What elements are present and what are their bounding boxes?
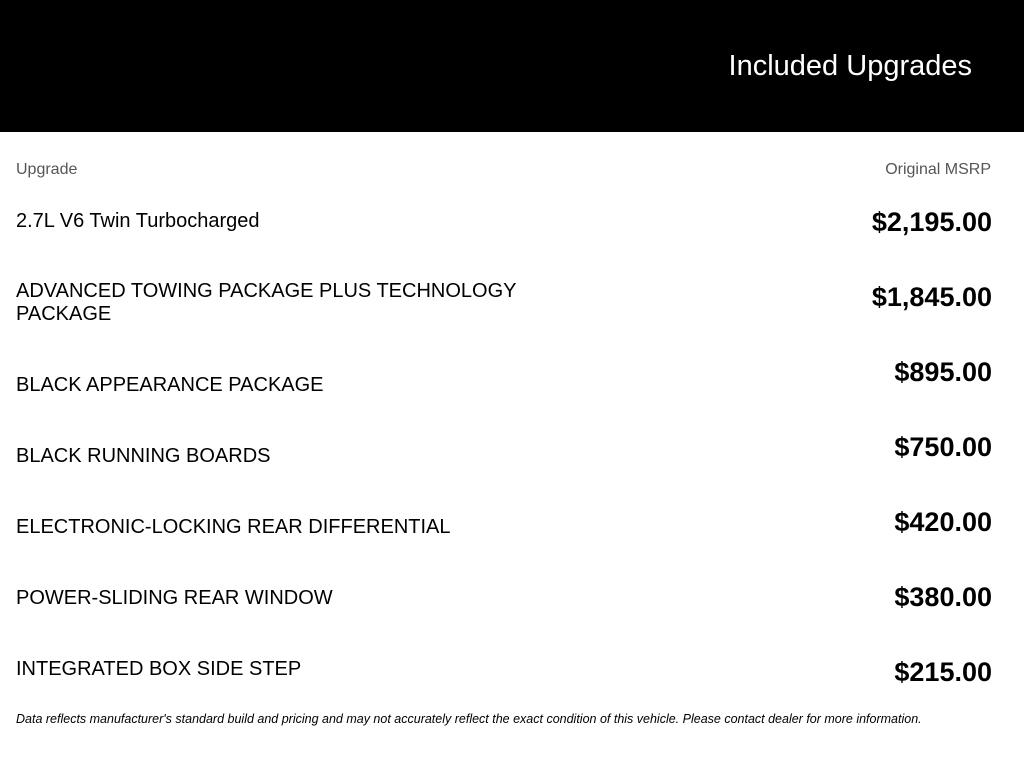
upgrade-price: $750.00 [894,432,992,462]
upgrade-price: $380.00 [894,582,992,612]
header-bar [0,0,1024,132]
upgrade-price: $895.00 [894,357,992,387]
upgrade-name: ELECTRONIC-LOCKING REAR DIFFERENTIAL [16,516,451,538]
page-title: Included Upgrades [728,50,972,82]
upgrade-name: BLACK APPEARANCE PACKAGE [16,374,324,396]
upgrade-price: $2,195.00 [871,207,992,237]
upgrade-name: ADVANCED TOWING PACKAGE PLUS TECHNOLOGY PACKAGE [16,280,517,325]
upgrade-price: $1,845.00 [871,282,992,312]
upgrade-price: $215.00 [894,657,992,687]
upgrade-name: BLACK RUNNING BOARDS [16,445,271,467]
upgrade-name: INTEGRATED BOX SIDE STEP [16,658,302,680]
column-header-upgrade: Upgrade [16,161,78,178]
upgrade-name: POWER-SLIDING REAR WINDOW [16,587,333,609]
upgrade-price: $420.00 [894,507,992,537]
disclaimer-text: Data reflects manufacturer's standard build and pricing and may not accurately reflect the exact condition of this vehicle. Please contact dealer for more information. [16,712,922,726]
column-header-msrp: Original MSRP [885,161,991,178]
upgrade-name: 2.7L V6 Twin Turbocharged [16,210,260,232]
